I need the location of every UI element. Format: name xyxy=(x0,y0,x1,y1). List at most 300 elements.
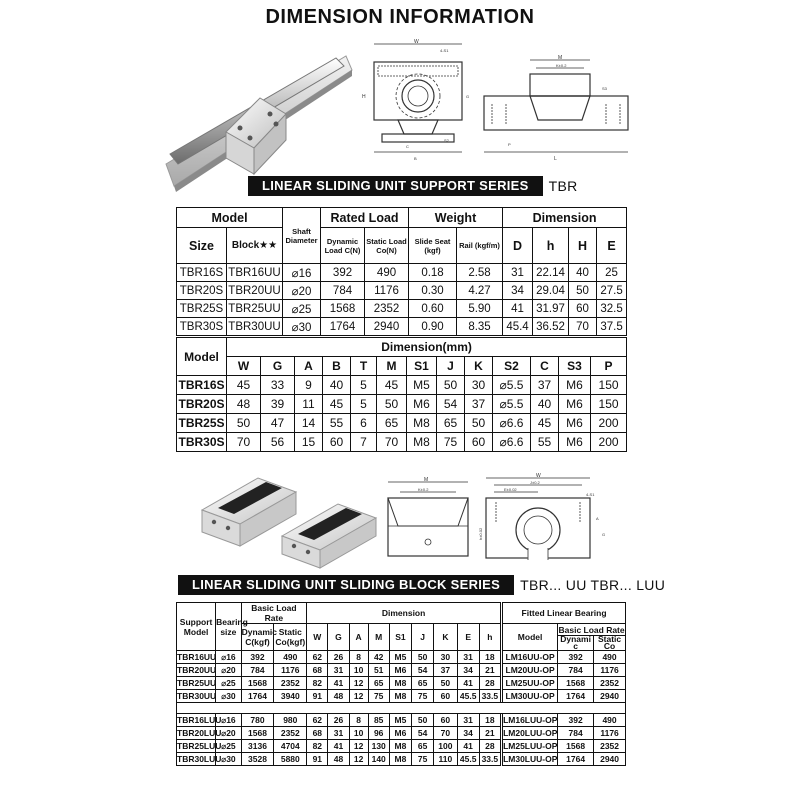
table-cell: 2352 xyxy=(594,677,626,690)
table-cell: 21 xyxy=(479,664,500,677)
table-cell: M8 xyxy=(389,677,411,690)
table-cell: 26 xyxy=(328,714,349,727)
table-cell: 41 xyxy=(503,300,533,318)
table-cell: 33 xyxy=(261,376,295,395)
table-cell: 75 xyxy=(412,753,434,766)
table-cell: 28 xyxy=(479,677,500,690)
table-cell: 1764 xyxy=(558,690,594,703)
table-cell: 31 xyxy=(457,714,479,727)
table-cell: 2940 xyxy=(594,753,626,766)
table-cell: 65 xyxy=(412,677,434,690)
table-cell: 392 xyxy=(241,651,274,664)
table-cell: 784 xyxy=(241,664,274,677)
table-cell: ⌀20 xyxy=(283,282,321,300)
sliding-block-photo xyxy=(196,462,380,570)
table-cell: LM25UU-OP xyxy=(503,677,558,690)
fitted-dynamic: Dynami c xyxy=(558,636,594,650)
table-cell: 75 xyxy=(412,690,434,703)
table-cell: 50 xyxy=(569,282,597,300)
table-cell: 784 xyxy=(321,282,365,300)
table-cell: LM16LUU-OP xyxy=(503,715,558,725)
table-cell: 31 xyxy=(328,727,349,740)
support-series-banner xyxy=(248,176,578,196)
table-cell: 5.90 xyxy=(457,300,503,318)
table-cell: 0.18 xyxy=(409,264,457,282)
table-cell: ⌀30 xyxy=(283,318,321,336)
table-cell: 8 xyxy=(349,714,368,727)
table-cell: TBR20S xyxy=(177,395,227,414)
table-cell: 12 xyxy=(349,753,368,766)
header-size: Size xyxy=(177,228,227,264)
table-cell: 9 xyxy=(295,376,323,395)
svg-text:J±0.2: J±0.2 xyxy=(530,480,540,485)
table-cell: 2.58 xyxy=(457,264,503,282)
column-header: W xyxy=(227,357,261,376)
table-cell: ⌀16 xyxy=(216,651,241,664)
svg-text:K±0.2: K±0.2 xyxy=(556,63,567,68)
sliding-block-series-banner xyxy=(178,575,665,595)
table-cell: ⌀20 xyxy=(216,727,241,740)
header-dimension: Dimension xyxy=(307,603,501,624)
table-cell: 62 xyxy=(307,651,328,664)
table-cell: 65 xyxy=(412,740,434,753)
table-cell: ⌀16 xyxy=(216,714,241,727)
support-series-dimension-table xyxy=(176,337,627,452)
table-cell: 1176 xyxy=(365,282,409,300)
column-header: A xyxy=(349,624,368,651)
table-cell: 1568 xyxy=(558,677,594,690)
table-cell: 392 xyxy=(558,651,594,664)
table-cell: 12 xyxy=(349,677,368,690)
banner-title: LINEAR SLIDING UNIT SLIDING BLOCK SERIES xyxy=(178,575,514,595)
svg-text:C: C xyxy=(406,144,409,149)
table-cell: 34 xyxy=(503,282,533,300)
table-cell: 45.5 xyxy=(457,753,479,766)
table-cell: 45 xyxy=(377,376,407,395)
table-cell: TBR25S xyxy=(177,300,227,318)
table-cell: 37 xyxy=(465,395,493,414)
table-cell: 30 xyxy=(434,651,457,664)
table-cell: LM20LUU-OP xyxy=(503,728,558,738)
column-header: h xyxy=(479,624,500,651)
table-cell: 41 xyxy=(328,677,349,690)
group-gap-row xyxy=(177,703,626,714)
table-cell: 490 xyxy=(274,651,307,664)
svg-text:W: W xyxy=(414,39,419,45)
table-cell: ⌀30 xyxy=(216,690,241,703)
table-cell: 50 xyxy=(434,677,457,690)
table-cell: M6 xyxy=(559,376,591,395)
svg-text:W: W xyxy=(536,473,541,479)
column-header: M xyxy=(377,357,407,376)
table-cell: 18 xyxy=(479,714,500,727)
column-header: T xyxy=(351,357,377,376)
table-cell: 28 xyxy=(479,740,500,753)
table-cell: 65 xyxy=(437,414,465,433)
svg-text:P: P xyxy=(508,142,511,147)
table-cell: 70 xyxy=(227,433,261,452)
table-cell: 780 xyxy=(241,714,274,727)
table-cell: TBR30S xyxy=(177,318,227,336)
table-cell: 36.52 xyxy=(533,318,569,336)
table-cell: 50 xyxy=(377,395,407,414)
table-cell: 50 xyxy=(437,376,465,395)
table-cell: 2352 xyxy=(365,300,409,318)
table-cell: 60 xyxy=(569,300,597,318)
table-row xyxy=(177,690,626,703)
header-h: h xyxy=(533,228,569,264)
table-cell: 48 xyxy=(328,690,349,703)
table-cell: M6 xyxy=(559,395,591,414)
header-weight: Weight xyxy=(409,208,503,228)
table-cell: 33.5 xyxy=(479,690,500,703)
table-cell: 4.27 xyxy=(457,282,503,300)
table-cell: 490 xyxy=(594,651,626,664)
svg-text:B: B xyxy=(414,156,417,161)
table-cell: TBR16UU xyxy=(227,264,283,282)
table-cell: M6 xyxy=(559,433,591,452)
svg-text:H: H xyxy=(362,94,366,100)
table-cell: 1176 xyxy=(274,664,307,677)
table-cell: 1764 xyxy=(241,690,274,703)
table-cell: 39 xyxy=(261,395,295,414)
table-cell: 2352 xyxy=(274,727,307,740)
table-cell: 65 xyxy=(377,414,407,433)
table-cell: 50 xyxy=(412,651,434,664)
table-cell: 34 xyxy=(457,664,479,677)
header-D: D xyxy=(503,228,533,264)
table-cell: 51 xyxy=(368,664,389,677)
table-row xyxy=(177,651,626,664)
table-cell: 75 xyxy=(437,433,465,452)
header-support: Support Model xyxy=(177,603,216,651)
table-row xyxy=(177,714,626,727)
table-cell: 3136 xyxy=(241,740,274,753)
table-cell: 41 xyxy=(457,677,479,690)
header-basic: Basic Load Rate xyxy=(241,603,307,624)
table-cell: 1568 xyxy=(241,677,274,690)
table-cell: M6 xyxy=(407,395,437,414)
column-header: S1 xyxy=(389,624,411,651)
svg-text:M: M xyxy=(424,477,429,483)
table-cell: LM30UU-OP xyxy=(503,690,558,703)
table-cell: M8 xyxy=(389,740,411,753)
svg-text:S2: S2 xyxy=(444,138,449,143)
table-cell: 91 xyxy=(307,753,328,766)
column-header: E xyxy=(457,624,479,651)
rail-unit-photo xyxy=(160,36,354,196)
table-cell: 0.60 xyxy=(409,300,457,318)
svg-text:M: M xyxy=(558,55,563,61)
table-cell: 37 xyxy=(531,376,559,395)
table-cell: 3940 xyxy=(274,690,307,703)
table-cell: 50 xyxy=(412,714,434,727)
table-cell: LM16UU-OP xyxy=(503,651,558,664)
table-cell: 1764 xyxy=(558,753,594,766)
table-cell: TBR30UU xyxy=(227,318,283,336)
table-cell: 37.5 xyxy=(597,318,627,336)
header-static: Static Co(kgf) xyxy=(274,624,307,651)
table-cell: 45 xyxy=(323,395,351,414)
table-cell: 60 xyxy=(465,433,493,452)
table-cell: 68 xyxy=(307,664,328,677)
table-cell: 2940 xyxy=(594,690,626,703)
table-cell: 150 xyxy=(591,395,627,414)
header-H: H xyxy=(569,228,597,264)
column-header: G xyxy=(328,624,349,651)
table-cell: ⌀30 xyxy=(216,753,241,766)
table-cell: 1568 xyxy=(558,740,594,753)
header-block: Block★★ xyxy=(227,228,283,264)
table-cell: 130 xyxy=(368,740,389,753)
column-header: J xyxy=(437,357,465,376)
support-series-load-table xyxy=(176,207,627,336)
table-cell: 45.4 xyxy=(503,318,533,336)
table-cell: 2940 xyxy=(365,318,409,336)
header-shaft: Shaft Diameter xyxy=(283,208,321,264)
table-cell: LM30LUU-OP xyxy=(503,754,558,764)
table-cell: M8 xyxy=(407,414,437,433)
table-cell: 40 xyxy=(531,395,559,414)
fitted-basic-title: Basic Load Rate xyxy=(558,625,625,635)
table-cell: 54 xyxy=(437,395,465,414)
column-header: S2 xyxy=(493,357,531,376)
table-row xyxy=(177,300,627,318)
column-header: B xyxy=(323,357,351,376)
table-cell: 45.5 xyxy=(457,690,479,703)
table-cell: 82 xyxy=(307,677,328,690)
table-cell: 56 xyxy=(261,433,295,452)
table-cell: 31 xyxy=(328,664,349,677)
table-cell: ⌀25 xyxy=(216,740,241,753)
table-cell: 4704 xyxy=(274,740,307,753)
table-cell: 1764 xyxy=(321,318,365,336)
table-cell: 41 xyxy=(328,740,349,753)
table-cell: ⌀25 xyxy=(283,300,321,318)
table-cell: 45 xyxy=(227,376,261,395)
table-cell: TBR20UU xyxy=(227,282,283,300)
table-row xyxy=(177,727,626,740)
table-cell: 5 xyxy=(351,376,377,395)
table-cell: 96 xyxy=(368,727,389,740)
svg-text:S3: S3 xyxy=(602,86,607,91)
table-cell: 40 xyxy=(569,264,597,282)
table-cell: 12 xyxy=(349,740,368,753)
table-cell: 200 xyxy=(591,433,627,452)
table-cell: 110 xyxy=(434,753,457,766)
table-cell: LM20UU-OP xyxy=(503,664,558,677)
table-cell: 0.90 xyxy=(409,318,457,336)
header-rail: Rail (kgf/m) xyxy=(457,228,503,264)
svg-text:A: A xyxy=(596,516,599,521)
header-dynamic: Dynamic Load C(N) xyxy=(321,228,365,264)
table-cell: 12 xyxy=(349,690,368,703)
table-cell: 1176 xyxy=(594,664,626,677)
table-cell: 48 xyxy=(227,395,261,414)
table-cell: 47 xyxy=(261,414,295,433)
support-front-drawing xyxy=(344,38,476,162)
table-cell: 31 xyxy=(503,264,533,282)
table-cell: 0.30 xyxy=(409,282,457,300)
table-cell: M8 xyxy=(407,433,437,452)
column-header: S1 xyxy=(407,357,437,376)
table-cell: 34 xyxy=(457,727,479,740)
table-cell: 37 xyxy=(434,664,457,677)
column-header: A xyxy=(295,357,323,376)
table-cell: 5880 xyxy=(274,753,307,766)
table-row xyxy=(177,376,627,395)
table-cell: ⌀25 xyxy=(216,677,241,690)
table-cell: 490 xyxy=(365,264,409,282)
column-header: M xyxy=(368,624,389,651)
svg-text:E±0.02: E±0.02 xyxy=(504,487,517,492)
header-model: Model xyxy=(177,338,227,376)
page-title: DIMENSION INFORMATION xyxy=(265,6,535,28)
table-cell: 22.14 xyxy=(533,264,569,282)
table-cell: 50 xyxy=(465,414,493,433)
header-dimension: Dimension(mm) xyxy=(227,338,627,357)
table-cell: 82 xyxy=(307,740,328,753)
table-cell: 60 xyxy=(434,690,457,703)
table-row xyxy=(177,395,627,414)
table-cell: 30 xyxy=(465,376,493,395)
table-cell: TBR25UU xyxy=(177,678,217,688)
table-cell: 10 xyxy=(349,727,368,740)
table-cell: TBR20LUU xyxy=(177,728,222,738)
table-cell: 10 xyxy=(349,664,368,677)
svg-text:G: G xyxy=(466,94,470,99)
table-cell: M5 xyxy=(389,651,411,664)
table-row xyxy=(177,282,627,300)
table-cell: 1568 xyxy=(321,300,365,318)
table-cell: 68 xyxy=(307,727,328,740)
block-side-drawing xyxy=(384,476,472,568)
table-cell: 91 xyxy=(307,690,328,703)
table-cell: ⌀20 xyxy=(216,664,241,677)
table-cell: 26 xyxy=(328,651,349,664)
header-dimension: Dimension xyxy=(503,208,627,228)
table-cell: TBR16LUU xyxy=(177,715,222,725)
table-cell: 2352 xyxy=(274,677,307,690)
table-row xyxy=(177,414,627,433)
banner-suffix: TBR... UU TBR... LUU xyxy=(520,577,666,593)
svg-text:4-S1: 4-S1 xyxy=(440,48,449,53)
table-row xyxy=(177,677,626,690)
table-cell: 48 xyxy=(328,753,349,766)
table-cell: 1568 xyxy=(241,727,274,740)
table-cell: TBR30LUU xyxy=(177,754,222,764)
table-cell: 60 xyxy=(434,714,457,727)
table-cell: 490 xyxy=(594,714,626,727)
table-cell: ⌀5.5 xyxy=(493,376,531,395)
table-cell: TBR16S xyxy=(177,264,227,282)
table-cell: 75 xyxy=(368,690,389,703)
table-cell: 980 xyxy=(274,714,307,727)
table-cell: M8 xyxy=(389,690,411,703)
table-cell: ⌀16 xyxy=(283,264,321,282)
fitted-static: Static Co xyxy=(597,634,622,651)
table-cell: 40 xyxy=(323,376,351,395)
header-fitted: Fitted Linear Bearing xyxy=(503,603,626,624)
table-cell: 50 xyxy=(227,414,261,433)
table-cell: 200 xyxy=(591,414,627,433)
table-cell: 85 xyxy=(368,714,389,727)
table-row xyxy=(177,433,627,452)
header-rated: Rated Load xyxy=(321,208,409,228)
column-header: J xyxy=(412,624,434,651)
svg-text:G: G xyxy=(602,532,606,537)
table-cell: 392 xyxy=(321,264,365,282)
table-cell: LM25LUU-OP xyxy=(503,741,558,751)
column-header: C xyxy=(531,357,559,376)
table-cell: 21 xyxy=(479,727,500,740)
table-row xyxy=(177,318,627,336)
table-cell: M8 xyxy=(389,753,411,766)
table-cell: 6 xyxy=(351,414,377,433)
support-side-drawing xyxy=(480,54,632,164)
table-cell: TBR16S xyxy=(177,376,227,395)
table-cell: M5 xyxy=(389,714,411,727)
table-cell: TBR20UU xyxy=(177,665,217,675)
banner-suffix: TBR xyxy=(548,178,578,194)
table-cell: 3528 xyxy=(241,753,274,766)
banner-title: LINEAR SLIDING UNIT SUPPORT SERIES xyxy=(248,176,543,196)
table-cell: TBR25S xyxy=(177,414,227,433)
header-dynamic: Dynamic C(kgf) xyxy=(241,624,274,651)
table-cell: M5 xyxy=(407,376,437,395)
block-front-drawing xyxy=(478,472,610,572)
table-cell: 55 xyxy=(531,433,559,452)
table-cell: 25 xyxy=(597,264,627,282)
table-cell: TBR30S xyxy=(177,433,227,452)
table-cell: 54 xyxy=(412,727,434,740)
table-cell: M6 xyxy=(389,664,411,677)
table-cell: 41 xyxy=(457,740,479,753)
table-cell: 55 xyxy=(323,414,351,433)
table-cell: 70 xyxy=(377,433,407,452)
column-header: G xyxy=(261,357,295,376)
table-cell: 11 xyxy=(295,395,323,414)
table-cell: 8.35 xyxy=(457,318,503,336)
table-cell: 150 xyxy=(591,376,627,395)
table-cell: 1176 xyxy=(594,727,626,740)
header-seat: Slide Seat (kgf) xyxy=(409,228,457,264)
table-cell: ⌀5.5 xyxy=(493,395,531,414)
header-fitted-basic xyxy=(558,624,626,651)
header-static: Static Load Co(N) xyxy=(365,228,409,264)
column-header: S3 xyxy=(559,357,591,376)
table-cell: 31.97 xyxy=(533,300,569,318)
table-cell: 18 xyxy=(479,651,500,664)
column-header: K xyxy=(434,624,457,651)
table-row xyxy=(177,264,627,282)
svg-text:h±0.02: h±0.02 xyxy=(478,527,483,540)
table-cell: 392 xyxy=(558,714,594,727)
table-cell: M6 xyxy=(559,414,591,433)
table-cell: 5 xyxy=(351,395,377,414)
column-header: W xyxy=(307,624,328,651)
table-cell: 62 xyxy=(307,714,328,727)
table-row xyxy=(177,740,626,753)
table-cell: ⌀6.6 xyxy=(493,433,531,452)
table-cell: 27.5 xyxy=(597,282,627,300)
svg-text:4-S1: 4-S1 xyxy=(586,492,595,497)
column-header: K xyxy=(465,357,493,376)
table-cell: 140 xyxy=(368,753,389,766)
table-cell: 784 xyxy=(558,727,594,740)
table-row xyxy=(177,753,626,766)
table-cell: 8 xyxy=(349,651,368,664)
